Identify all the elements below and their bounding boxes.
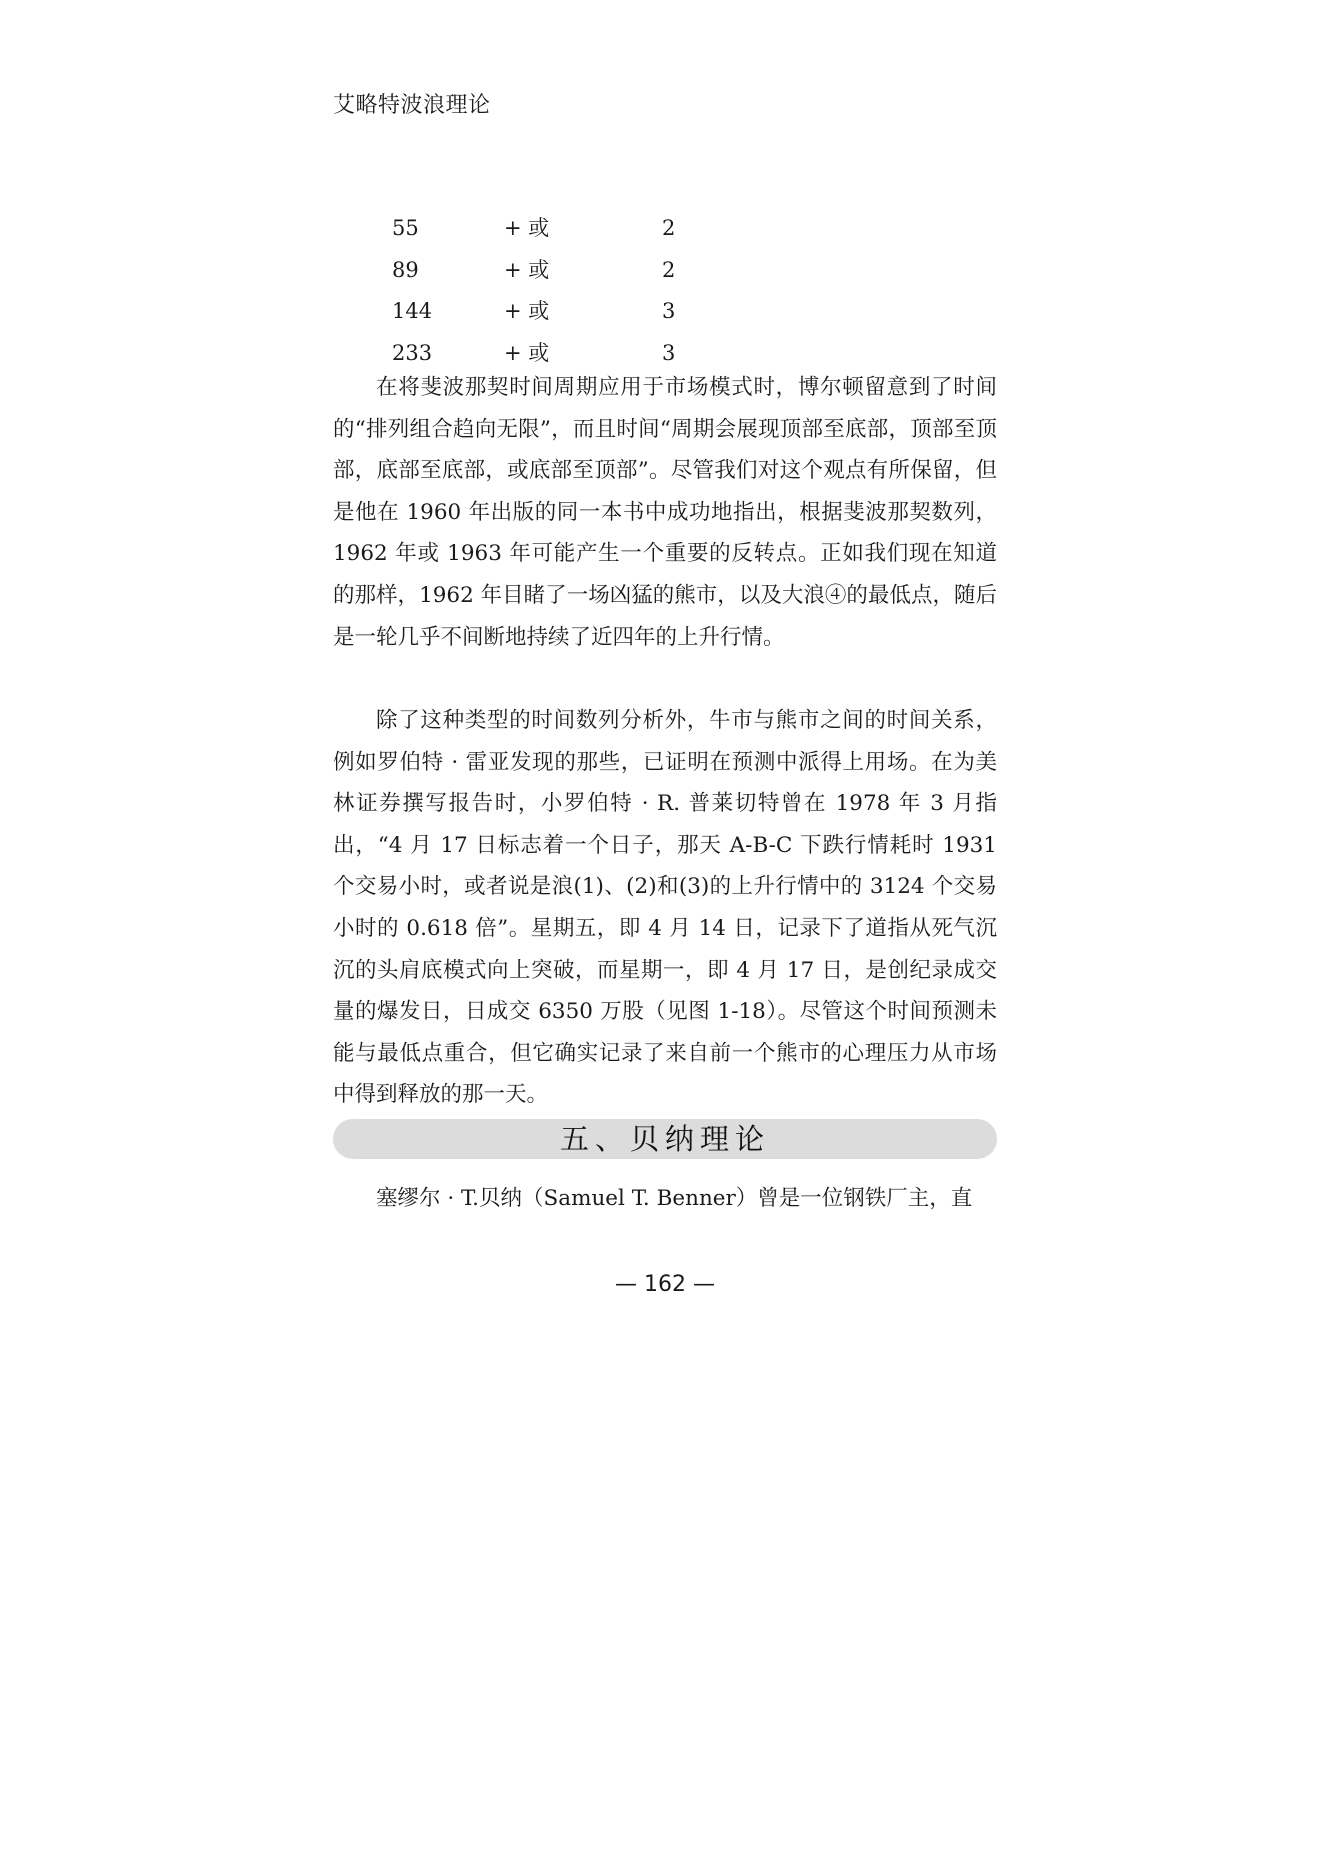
sequence-number: 55 [392,216,419,240]
sequence-sign: + 或 [504,340,550,365]
sequence-value: 2 [662,216,676,240]
section-heading: 五、贝纳理论 [559,1122,770,1156]
sequence-number: 144 [392,299,433,323]
section-heading-bar [333,1119,997,1159]
paragraph-text: 除了这种类型的时间数列分析外，牛市与熊市之间的时间关系，例如罗伯特 · 雷亚发现的那些，已证明在预测中派得上用场。在为美林证券撰写报告时，小罗伯特 · R. 普莱切特曾在 1978 年 3 月指出，“4 月 17 日标志着一个日子，那天 A-B-C 下跌行情耗时 1931 个交易小时，或者说是浪(1)、(2)和(3)的上升行情中的 3124 个交易小时的 0.618 倍”。星期五，即 4 月 14 日，记录下了道指从死气沉沉的头肩底模式向上突破，而星期一，即 4 月 17 日，是创纪录成交量的爆发日，日成交 6350 万股（见图 1-18）。尽管这个时间预测未能与最低点重合，但它确实记录了来自前一个熊市的心理压力从市场中得到释放的那一天。 [333,708,997,1108]
sequence-sign: + 或 [504,257,550,282]
sequence-value: 3 [662,340,676,365]
running-header-title: 艾略特波浪理论 [333,93,491,118]
sequence-sign: + 或 [504,299,550,323]
paragraph-text: 在将斐波那契时间周期应用于市场模式时，博尔顿留意到了时间的“排列组合趋向无限”，而且时间“周期会展现顶部至底部，顶部至顶部，底部至底部，或底部至顶部”。尽管我们对这个观点有所保留，但是他在 1960 年出版的同一本书中成功地指出，根据斐波那契数列，1962 年或 1963 年可能产生一个重要的反转点。正如我们现在知道的那样，1962 年目睹了一场凶猛的熊市，以及大浪④的最低点，随后是一轮几乎不间断地持续了近四年的上升行情。 [333,375,997,650]
body-paragraph-1 [333,367,997,658]
paragraph-text: 塞缪尔 · T.贝纳（Samuel T. Benner）曾是一位钢铁厂主，直 [376,1186,973,1211]
sequence-value: 2 [662,257,676,282]
sequence-sign: + 或 [504,216,550,240]
body-paragraph-3 [333,1178,997,1220]
sequence-number: 233 [392,340,433,365]
sequence-number: 89 [392,257,419,282]
body-paragraph-2 [333,700,997,1116]
page-number: — 162 — [615,1272,715,1297]
sequence-value: 3 [662,299,676,323]
